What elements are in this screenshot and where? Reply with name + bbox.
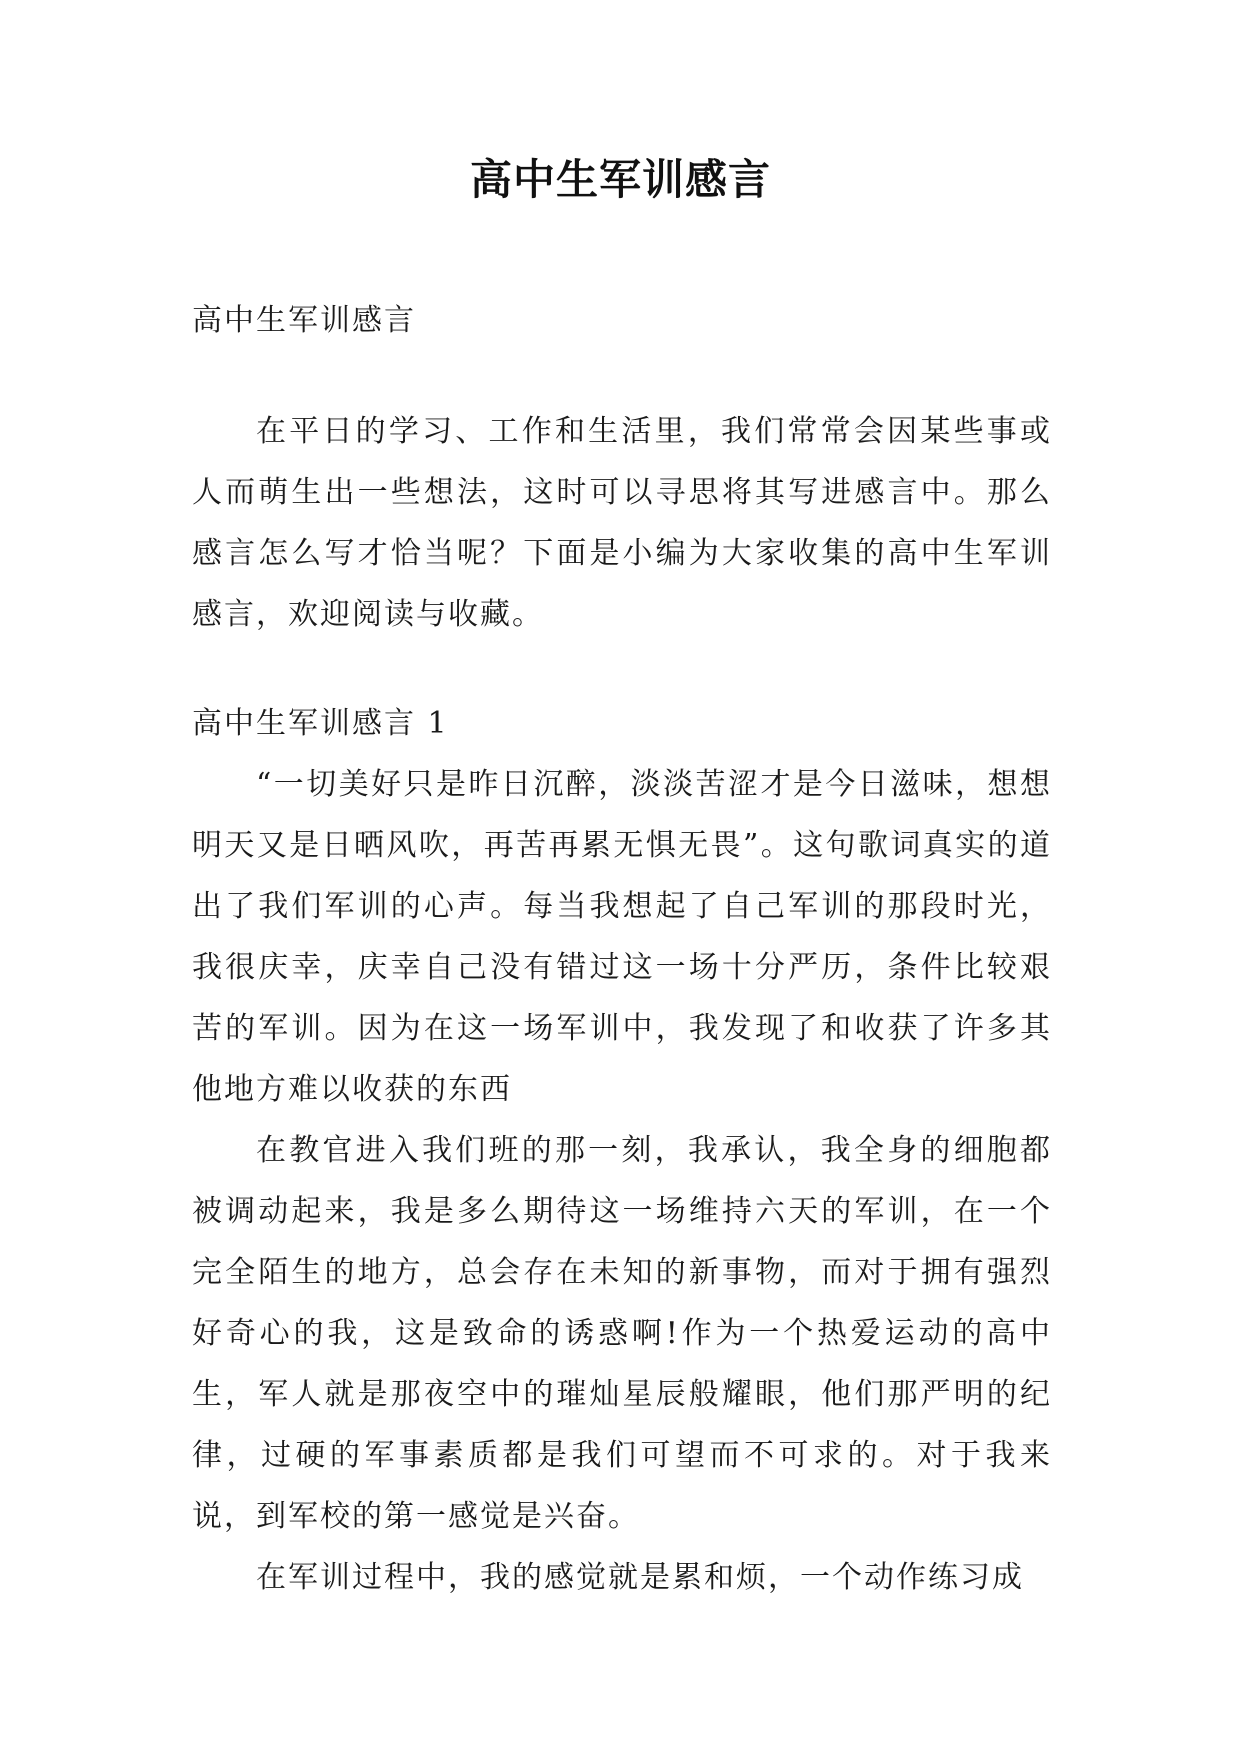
- section-heading: 高中生军训感言 1: [192, 706, 449, 741]
- document-title: 高中生军训感言: [469, 155, 771, 204]
- body-paragraph: “一切美好只是昨日沉醉，淡淡苦涩才是今日滋味，想想明天又是日晒风吹，再苦再累无惧无畏”。这句歌词真实的道出了我们军训的心声。每当我想起了自己军训的那段时光，我很庆幸，庆幸自己没有错过这一场十分严历，条件比较艰苦的军训。因为在这一场军训中，我发现了和收获了许多其他地方难以收获的东西: [192, 767, 1052, 1107]
- spacer: [192, 351, 1052, 401]
- subtitle: 高中生军训感言: [192, 303, 416, 338]
- intro-paragraph: 在平日的学习、工作和生活里，我们常常会因某些事或人而萌生出一些想法，这时可以寻思将其写进感言中。那么感言怎么写才恰当呢？下面是小编为大家收集的高中生军训感言，欢迎阅读与收藏。: [192, 414, 1052, 632]
- document-body: [192, 290, 1052, 1608]
- body-paragraph: 在军训过程中，我的感觉就是累和烦，一个动作练习成: [256, 1560, 1024, 1595]
- body-paragraph: 在教官进入我们班的那一刻，我承认，我全身的细胞都被调动起来，我是多么期待这一场维持六天的军训，在一个完全陌生的地方，总会存在未知的新事物，而对于拥有强烈好奇心的我，这是致命的诱惑啊!作为一个热爱运动的高中生，军人就是那夜空中的璀灿星辰般耀眼，他们那严明的纪律，过硬的军事素质都是我们可望而不可求的。对于我来说，到军校的第一感觉是兴奋。: [192, 1133, 1052, 1534]
- spacer: [192, 645, 1052, 693]
